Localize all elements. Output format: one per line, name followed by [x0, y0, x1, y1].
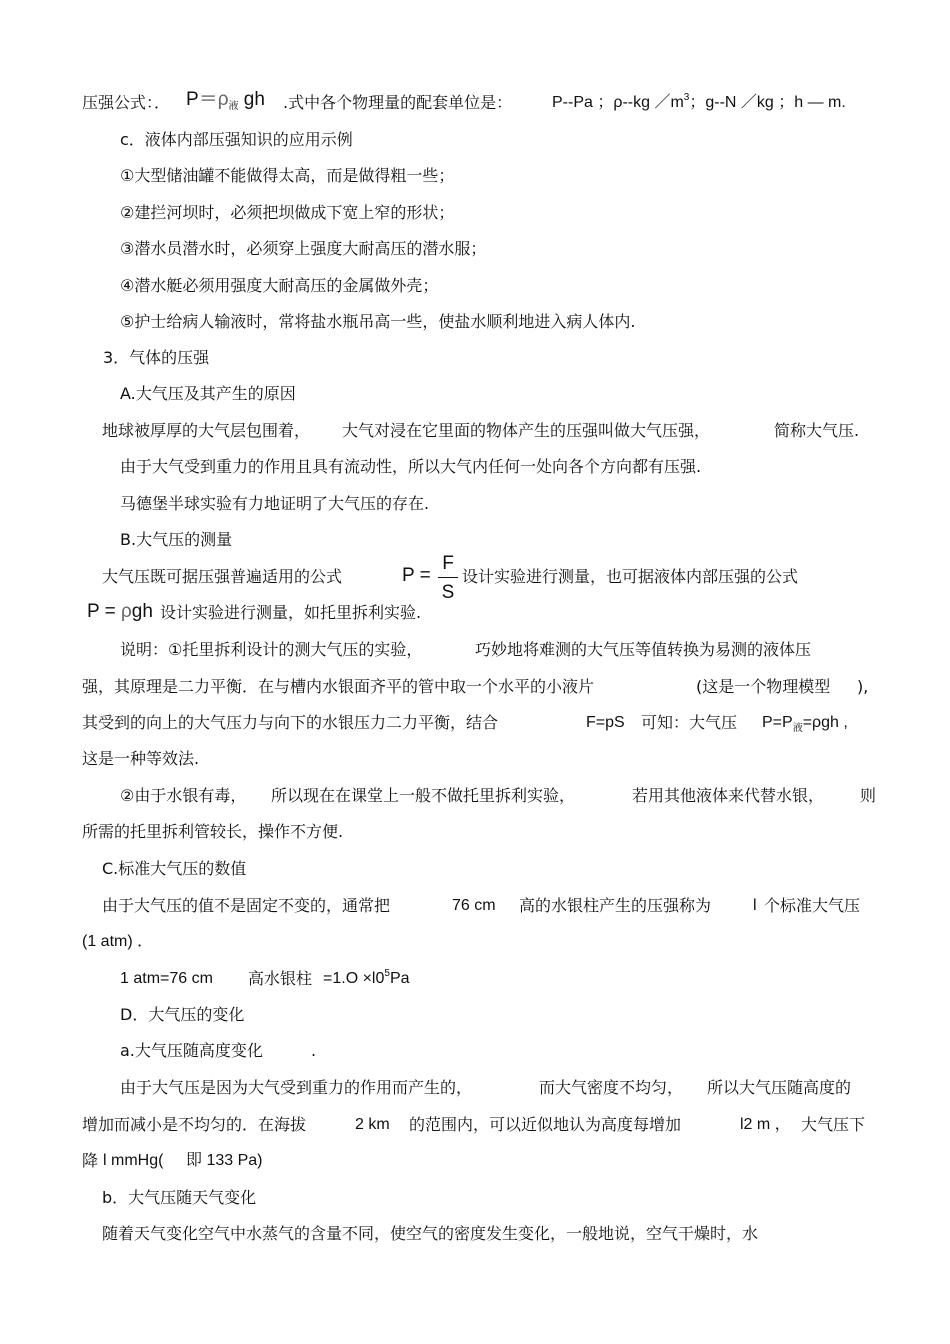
- example-item-5: ⑤护士给病人输液时，常将盐水瓶吊高一些，使盐水顺利地进入病人体内.: [120, 312, 636, 331]
- example-item-4: ④潜水艇必须用强度大耐高压的金属做外壳；: [120, 276, 439, 295]
- paragraph-cause: 由于大气受到重力的作用且具有流动性，所以大气内任何一处向各个方向都有压强.: [120, 457, 702, 476]
- section-c-heading: c．液体内部压强知识的应用示例: [120, 130, 353, 149]
- note-2-continued: 所需的托里拆利管较长，操作不方便.: [82, 822, 344, 841]
- standard-pressure-e: 个标准大气压: [764, 896, 861, 915]
- altitude-para2-c: 的范围内，可以近似地认为高度每增加: [409, 1115, 682, 1134]
- liquid-pressure-formula: $P=\rho_液$ gh: [186, 89, 265, 112]
- paragraph-atmosphere-c: 简称大气压.: [774, 421, 860, 440]
- altitude-para3-a: 降: [82, 1151, 99, 1170]
- example-item-3: ③潜水员潜水时，必须穿上强度大耐高压的潜水服；: [120, 239, 487, 258]
- fraction-numerator: F: [442, 553, 454, 574]
- atm-value: $=1.O \times l0^5Pa$: [323, 968, 410, 987]
- equivalence-note: 这是一种等效法.: [82, 749, 200, 768]
- formula-f-ps: F=pS: [586, 714, 625, 731]
- standard-pressure-height: 76 cm: [452, 897, 496, 914]
- note-2-a: ②由于水银有毒，: [120, 786, 247, 805]
- altitude-para2-b: 2 km: [355, 1116, 390, 1133]
- balance-text: 其受到的向上的大气压力与向下的水银压力二力平衡，结合: [82, 713, 499, 732]
- weather-heading: b．大气压随天气变化: [102, 1188, 257, 1207]
- atm-definition-b: 高水银柱: [248, 969, 313, 988]
- units-intro: .式中各个物理量的配套单位是：: [283, 93, 513, 112]
- altitude-para-a: 由于大气压是因为大气受到重力的作用而产生的，: [120, 1078, 473, 1097]
- section-3-heading: 3．气体的压强: [103, 348, 210, 367]
- weather-paragraph: 随着天气变化空气中水蒸气的含量不同，使空气的密度发生变化，一般地说，空气干燥时，水: [102, 1224, 759, 1243]
- note-1-b: 巧妙地将难测的大气压等值转换为易测的液体压: [475, 640, 812, 659]
- subsection-c-heading: C.标准大气压的数值: [102, 859, 247, 878]
- subsection-d-heading: D．大气压的变化: [120, 1005, 245, 1024]
- conclusion-text: 可知：大气压: [641, 713, 738, 732]
- formula-atmospheric: $P=P_液=\rho gh$ ,: [762, 714, 848, 734]
- atm-unit: (1 atm) ．: [82, 933, 154, 950]
- example-item-2: ②建拦河坝时，必须把坝做成下宽上窄的形状；: [120, 203, 455, 222]
- measurement-text-b: 设计实验进行测量，也可据液体内部压强的公式: [462, 567, 799, 586]
- subsection-b-heading: B.大气压的测量: [120, 530, 233, 549]
- fraction-bar: [438, 577, 458, 578]
- altitude-para3-c: 即 133 Pa): [186, 1152, 263, 1169]
- torricelli-reference: 设计实验进行测量，如托里拆利实验.: [160, 603, 422, 622]
- principle-text: 强，其原理是二力平衡．在与槽内水银面齐平的管中取一个水平的小液片: [82, 677, 595, 696]
- note-1-a: 说明：①托里拆利设计的测大气压的实验，: [120, 640, 423, 659]
- formula-rho-gh: P = ρgh: [87, 601, 153, 622]
- standard-pressure-one: l: [753, 897, 757, 914]
- altitude-heading: a.大气压随高度变化: [120, 1041, 263, 1060]
- formula-p-equals: P =: [402, 565, 431, 586]
- subsection-a-heading: A.大气压及其产生的原因: [120, 384, 296, 403]
- standard-pressure-a: 由于大气压的值不是固定不变的，通常把: [102, 896, 391, 915]
- altitude-para2-a: 增加而减小是不均匀的．在海拔: [82, 1115, 307, 1134]
- physical-model-close: ),: [857, 677, 869, 696]
- paragraph-atmosphere-a: 地球被厚厚的大气层包围着，: [102, 421, 311, 440]
- atm-definition-a: 1 atm=76 cm: [120, 970, 213, 987]
- pressure-formula-line: 压强公式：．: [82, 93, 171, 112]
- note-2-c: 若用其他液体来代替水银，: [632, 786, 825, 805]
- physical-model-note: (这是一个物理模型: [696, 677, 831, 696]
- note-2-b: 所以现在在课堂上一般不做托里拆利实验，: [271, 786, 576, 805]
- units-list: P--Pa ；ρ--kg $/m^3$；g--N ／kg ；h — m.: [552, 92, 846, 111]
- paragraph-atmosphere-b: 大气对浸在它里面的物体产生的压强叫做大气压强，: [342, 421, 711, 440]
- altitude-para-c: 所以大气压随高度的: [707, 1078, 852, 1097]
- measurement-text-a: 大气压既可据压强普遍适用的公式: [102, 567, 343, 586]
- paragraph-magdeburg: 马德堡半球实验有力地证明了大气压的存在.: [120, 494, 430, 513]
- standard-pressure-c: 高的水银柱产生的压强称为: [519, 896, 712, 915]
- note-2-d: 则: [860, 786, 877, 805]
- altitude-heading-dot: .: [311, 1041, 317, 1060]
- altitude-para2-d: l2 m ，: [740, 1116, 791, 1133]
- fraction-denominator: S: [441, 582, 455, 603]
- altitude-para3-b: l mmHg(: [103, 1152, 164, 1169]
- example-item-1: ①大型储油罐不能做得太高，而是做得粗一些；: [120, 166, 455, 185]
- altitude-para2-e: 大气压下: [801, 1115, 866, 1134]
- altitude-para-b: 而大气密度不均匀，: [539, 1078, 684, 1097]
